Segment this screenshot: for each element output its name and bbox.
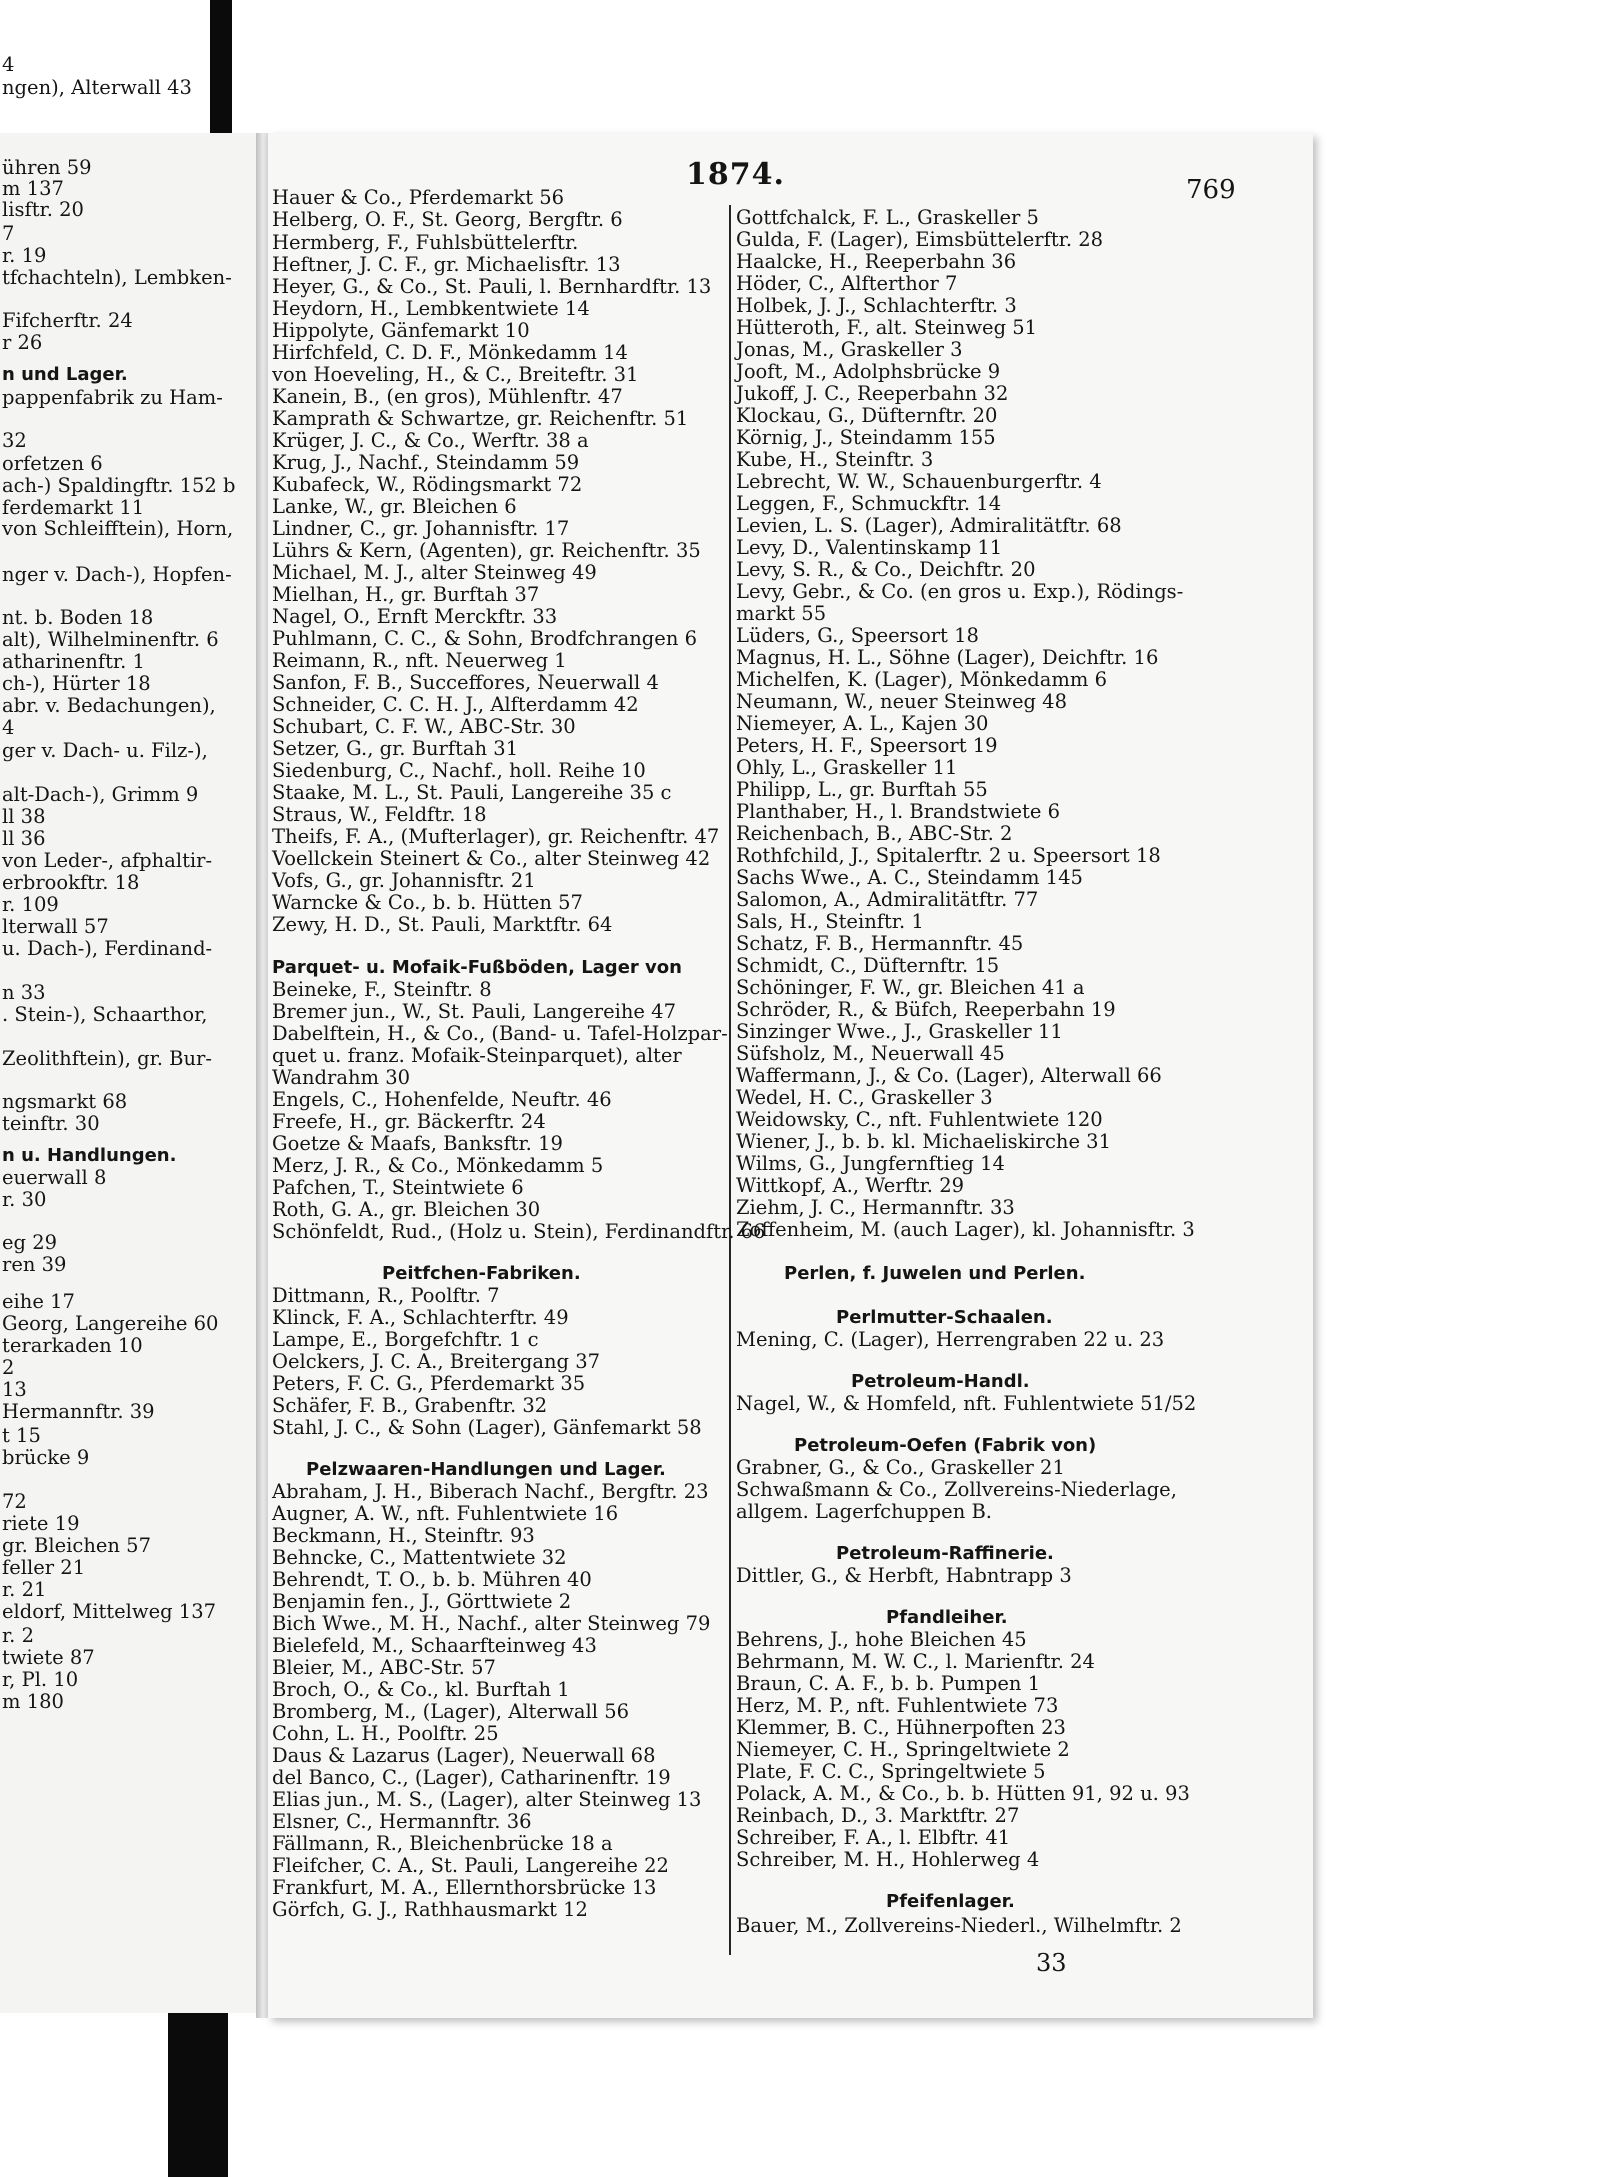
directory-entry: Pafchen, T., Steintwiete 6 (272, 1176, 524, 1199)
directory-entry: Schatz, F. B., Hermannftr. 45 (736, 932, 1024, 955)
directory-entry: Wittkopf, A., Werftr. 29 (736, 1174, 965, 1197)
directory-entry: Oelckers, J. C. A., Breitergang 37 (272, 1350, 601, 1373)
directory-entry: Beineke, F., Steinftr. 8 (272, 978, 492, 1001)
directory-entry: ll 36 (2, 827, 46, 850)
directory-entry: Schreiber, M. H., Hohlerweg 4 (736, 1848, 1040, 1871)
directory-entry: Leggen, F., Schmuckftr. 14 (736, 492, 1002, 515)
directory-entry: ren 39 (2, 1253, 67, 1276)
directory-entry: twiete 87 (2, 1646, 95, 1669)
directory-entry: euerwall 8 (2, 1166, 107, 1189)
directory-entry: Hirfchfeld, C. D. F., Mönkedamm 14 (272, 341, 628, 364)
directory-entry: Engels, C., Hohenfelde, Neuftr. 46 (272, 1088, 612, 1111)
directory-entry: Schreiber, F. A., l. Elbftr. 41 (736, 1826, 1011, 1849)
directory-entry: Sachs Wwe., A. C., Steindamm 145 (736, 866, 1083, 889)
directory-entry: abr. v. Bedachungen), (2, 694, 216, 717)
directory-entry: Heydorn, H., Lembkentwiete 14 (272, 297, 590, 320)
directory-entry: nger v. Dach-), Hopfen- (2, 563, 232, 586)
directory-entry: Weidowsky, C., nft. Fuhlentwiete 120 (736, 1108, 1103, 1131)
directory-entry: Kube, H., Steinftr. 3 (736, 448, 934, 471)
directory-entry: Bromberg, M., (Lager), Alterwall 56 (272, 1700, 630, 1723)
directory-entry: Michelfen, K. (Lager), Mönkedamm 6 (736, 668, 1107, 691)
directory-entry: Frankfurt, M. A., Ellernthorsbrücke 13 (272, 1876, 657, 1899)
directory-entry: Warncke & Co., b. b. Hütten 57 (272, 891, 583, 914)
directory-entry: u. Dach-), Ferdinand- (2, 937, 213, 960)
directory-entry: Dittler, G., & Herbft, Habntrapp 3 (736, 1564, 1072, 1587)
directory-entry: feller 21 (2, 1556, 86, 1579)
directory-entry: 32 (2, 429, 27, 452)
section-heading: Perlmutter-Schaalen. (836, 1307, 1053, 1328)
directory-entry: Kamprath & Schwartze, gr. Reichenftr. 51 (272, 407, 689, 430)
directory-entry: Gulda, F. (Lager), Eimsbüttelerftr. 28 (736, 228, 1104, 251)
directory-entry: Nagel, W., & Homfeld, nft. Fuhlentwiete 51/52 (736, 1392, 1197, 1415)
directory-entry: 2 (2, 1356, 15, 1379)
directory-entry: Dittmann, R., Poolftr. 7 (272, 1284, 500, 1307)
directory-entry: Schubart, C. F. W., ABC-Str. 30 (272, 715, 576, 738)
directory-entry: Plate, F. C. C., Springeltwiete 5 (736, 1760, 1046, 1783)
directory-entry: r 26 (2, 331, 43, 354)
directory-entry: Magnus, H. L., Söhne (Lager), Deichftr. 16 (736, 646, 1159, 669)
directory-entry: brücke 9 (2, 1446, 90, 1469)
directory-entry: ach-) Spaldingftr. 152 b (2, 474, 236, 497)
directory-entry: Bielefeld, M., Schaarfteinweg 43 (272, 1634, 597, 1657)
directory-entry: Kubafeck, W., Rödingsmarkt 72 (272, 473, 583, 496)
directory-entry: Schröder, R., & Büfch, Reeperbahn 19 (736, 998, 1116, 1021)
directory-entry: allgem. Lagerfchuppen B. (736, 1500, 992, 1523)
directory-column-right (736, 133, 1311, 1963)
directory-entry: Behrendt, T. O., b. b. Mühren 40 (272, 1568, 592, 1591)
directory-entry: Ohly, L., Graskeller 11 (736, 756, 958, 779)
directory-entry: r. 21 (2, 1578, 47, 1601)
directory-entry: Theifs, F. A., (Mufterlager), gr. Reichenftr. 47 (272, 825, 720, 848)
directory-entry: 4 (2, 53, 15, 76)
directory-entry: markt 55 (736, 602, 827, 625)
directory-entry: Mielhan, H., gr. Burftah 37 (272, 583, 540, 606)
directory-entry: Salomon, A., Admiralitätftr. 77 (736, 888, 1039, 911)
directory-entry: m 180 (2, 1690, 64, 1713)
directory-entry: Elias jun., M. S., (Lager), alter Steinweg 13 (272, 1788, 702, 1811)
directory-entry: Holbek, J. J., Schlachterftr. 3 (736, 294, 1017, 317)
directory-entry: Jonas, M., Graskeller 3 (736, 338, 963, 361)
directory-entry: Beckmann, H., Steinftr. 93 (272, 1524, 535, 1547)
directory-entry: r, Pl. 10 (2, 1668, 79, 1691)
directory-entry: r. 30 (2, 1188, 47, 1211)
directory-entry: Broch, O., & Co., kl. Burftah 1 (272, 1678, 570, 1701)
directory-entry: Braun, C. A. F., b. b. Pumpen 1 (736, 1672, 1041, 1695)
directory-entry: ngsmarkt 68 (2, 1090, 128, 1113)
directory-entry: Puhlmann, C. C., & Sohn, Brodfchrangen 6 (272, 627, 697, 650)
directory-entry: Polack, A. M., & Co., b. b. Hütten 91, 92 u. 93 (736, 1782, 1190, 1805)
directory-entry: eldorf, Mittelweg 137 (2, 1600, 217, 1623)
directory-entry: von Leder-, afphaltir- (2, 849, 213, 872)
directory-entry: Bremer jun., W., St. Pauli, Langereihe 47 (272, 1000, 676, 1023)
directory-entry: Stahl, J. C., & Sohn (Lager), Gänfemarkt 58 (272, 1416, 702, 1439)
column-divider (729, 205, 731, 1955)
directory-entry: pappenfabrik zu Ham- (2, 386, 223, 409)
directory-entry: atharinenftr. 1 (2, 650, 145, 673)
directory-entry: ger v. Dach- u. Filz-), (2, 739, 208, 762)
directory-entry: Hütteroth, F., alt. Steinweg 51 (736, 316, 1038, 339)
directory-entry: Lindner, C., gr. Johannisftr. 17 (272, 517, 570, 540)
directory-entry: Gottfchalck, F. L., Graskeller 5 (736, 206, 1039, 229)
directory-entry: nt. b. Boden 18 (2, 606, 154, 629)
directory-entry: n 33 (2, 981, 46, 1004)
section-heading: Peitfchen-Fabriken. (382, 1263, 581, 1284)
directory-entry: Kanein, B., (en gros), Mühlenftr. 47 (272, 385, 623, 408)
directory-entry: Schneider, C. C. H. J., Alfterdamm 42 (272, 693, 639, 716)
directory-entry: Fällmann, R., Bleichenbrücke 18 a (272, 1832, 613, 1855)
directory-entry: Freefe, H., gr. Bäckerftr. 24 (272, 1110, 546, 1133)
directory-entry: Goetze & Maafs, Banksftr. 19 (272, 1132, 563, 1155)
directory-entry: Neumann, W., neuer Steinweg 48 (736, 690, 1067, 713)
directory-entry: Straus, W., Feldftr. 18 (272, 803, 487, 826)
section-heading: Petroleum-Handl. (851, 1371, 1030, 1392)
left-page-fragment (0, 53, 264, 2013)
directory-entry: Süfsholz, M., Neuerwall 45 (736, 1042, 1005, 1065)
directory-entry: Philipp, L., gr. Burftah 55 (736, 778, 988, 801)
directory-entry: Klockau, G., Düfternftr. 20 (736, 404, 998, 427)
directory-entry: Zewy, H. D., St. Pauli, Marktftr. 64 (272, 913, 613, 936)
directory-entry: Fleifcher, C. A., St. Pauli, Langereihe 22 (272, 1854, 669, 1877)
directory-entry: Lührs & Kern, (Agenten), gr. Reichenftr. 35 (272, 539, 701, 562)
directory-entry: Roth, G. A., gr. Bleichen 30 (272, 1198, 541, 1221)
directory-entry: Helberg, O. F., St. Georg, Bergftr. 6 (272, 208, 623, 231)
directory-entry: Georg, Langereihe 60 (2, 1312, 219, 1335)
section-heading: Petroleum-Oefen (Fabrik von) (794, 1435, 1097, 1456)
section-heading: Pfandleiher. (886, 1607, 1008, 1628)
directory-entry: Krug, J., Nachf., Steindamm 59 (272, 451, 580, 474)
directory-entry: Grabner, G., & Co., Graskeller 21 (736, 1456, 1065, 1479)
directory-entry: erbrookftr. 18 (2, 871, 140, 894)
directory-entry: t 15 (2, 1424, 41, 1447)
directory-entry: Sinzinger Wwe., J., Graskeller 11 (736, 1020, 1063, 1043)
directory-entry: Wedel, H. C., Graskeller 3 (736, 1086, 993, 1109)
section-heading: n und Lager. (2, 364, 128, 385)
directory-entry: Mening, C. (Lager), Herrengraben 22 u. 23 (736, 1328, 1165, 1351)
directory-entry: Reinbach, D., 3. Marktftr. 27 (736, 1804, 1020, 1827)
directory-entry: Waffermann, J., & Co. (Lager), Alterwall 66 (736, 1064, 1162, 1087)
section-heading: Perlen, f. Juwelen und Perlen. (784, 1263, 1086, 1284)
directory-entry: Behncke, C., Mattentwiete 32 (272, 1546, 567, 1569)
directory-entry: Levy, Gebr., & Co. (en gros u. Exp.), Rödings- (736, 580, 1184, 603)
directory-entry: Herz, M. P., nft. Fuhlentwiete 73 (736, 1694, 1059, 1717)
directory-entry: alt-Dach-), Grimm 9 (2, 783, 199, 806)
directory-entry: Reichenbach, B., ABC-Str. 2 (736, 822, 1013, 845)
directory-entry: Lampe, E., Borgefchftr. 1 c (272, 1328, 539, 1351)
directory-entry: Ziehm, J. C., Hermannftr. 33 (736, 1196, 1015, 1219)
directory-entry: 13 (2, 1378, 27, 1401)
directory-entry: Benjamin fen., J., Görttwiete 2 (272, 1590, 572, 1613)
directory-entry: Niemeyer, C. H., Springeltwiete 2 (736, 1738, 1070, 1761)
directory-entry: Hermberg, F., Fuhlsbüttelerftr. (272, 231, 579, 254)
directory-entry: Siedenburg, C., Nachf., holl. Reihe 10 (272, 759, 646, 782)
directory-entry: Lebrecht, W. W., Schauenburgerftr. 4 (736, 470, 1102, 493)
directory-entry: Behrens, J., hohe Bleichen 45 (736, 1628, 1027, 1651)
directory-entry: Setzer, G., gr. Burftah 31 (272, 737, 519, 760)
directory-entry: del Banco, C., (Lager), Catharinenftr. 19 (272, 1766, 671, 1789)
left-fragment-column (0, 53, 262, 2013)
directory-entry: von Hoeveling, H., & C., Breiteftr. 31 (272, 363, 639, 386)
directory-entry: Klinck, F. A., Schlachterftr. 49 (272, 1306, 569, 1329)
directory-entry: Sals, H., Steinftr. 1 (736, 910, 924, 933)
directory-entry: teinftr. 30 (2, 1112, 100, 1135)
directory-entry: Planthaber, H., l. Brandstwiete 6 (736, 800, 1061, 823)
section-heading: Pelzwaaren-Handlungen und Lager. (306, 1459, 666, 1480)
directory-entry: quet u. franz. Mofaik-Steinparquet), alter (272, 1044, 682, 1067)
section-heading: n u. Handlungen. (2, 1145, 177, 1166)
directory-entry: Levy, S. R., & Co., Deichftr. 20 (736, 558, 1036, 581)
directory-entry: Bleier, M., ABC-Str. 57 (272, 1656, 496, 1679)
section-heading: Petroleum-Raffinerie. (836, 1543, 1054, 1564)
directory-entry: ll 38 (2, 805, 46, 828)
directory-entry: Lanke, W., gr. Bleichen 6 (272, 495, 517, 518)
directory-entry: Hermannftr. 39 (2, 1400, 155, 1423)
directory-entry: Haalcke, H., Reeperbahn 36 (736, 250, 1017, 273)
directory-entry: gr. Bleichen 57 (2, 1534, 151, 1557)
directory-entry: Bich Wwe., M. H., Nachf., alter Steinweg 79 (272, 1612, 711, 1635)
directory-entry: Zoffenheim, M. (auch Lager), kl. Johannisftr. 3 (736, 1218, 1195, 1241)
directory-entry: Klemmer, B. C., Hühnerpoften 23 (736, 1716, 1066, 1739)
directory-entry: Voellckein Steinert & Co., alter Steinweg 42 (272, 847, 711, 870)
directory-entry: Krüger, J. C., & Co., Werftr. 38 a (272, 429, 589, 452)
directory-entry: Vofs, G., gr. Johannisftr. 21 (272, 869, 536, 892)
directory-entry: Peters, F. C. G., Pferdemarkt 35 (272, 1372, 586, 1395)
directory-entry: Wiener, J., b. b. kl. Michaeliskirche 31 (736, 1130, 1111, 1153)
directory-entry: lisftr. 20 (2, 198, 84, 221)
directory-entry: ngen), Alterwall 43 (2, 76, 192, 99)
directory-entry: Körnig, J., Steindamm 155 (736, 426, 996, 449)
directory-entry: tfchachteln), Lembken- (2, 266, 232, 289)
directory-entry: Hauer & Co., Pferdemarkt 56 (272, 186, 565, 209)
directory-entry: Daus & Lazarus (Lager), Neuerwall 68 (272, 1744, 656, 1767)
directory-entry: r. 19 (2, 244, 47, 267)
directory-entry: von Schleifftein), Horn, (2, 517, 234, 540)
directory-entry: Jooft, M., Adolphsbrücke 9 (736, 360, 1001, 383)
directory-entry: ühren 59 (2, 156, 92, 179)
directory-entry: r. 2 (2, 1624, 34, 1647)
directory-entry: 4 (2, 716, 15, 739)
directory-entry: terarkaden 10 (2, 1334, 143, 1357)
directory-entry: 72 (2, 1490, 27, 1513)
directory-entry: Höder, C., Alfterthor 7 (736, 272, 958, 295)
directory-entry: r. 109 (2, 893, 59, 916)
directory-entry: Sanfon, F. B., Succeffores, Neuerwall 4 (272, 671, 659, 694)
directory-entry: Zeolithftein), gr. Bur- (2, 1047, 212, 1070)
directory-entry: Görfch, G. J., Rathhausmarkt 12 (272, 1898, 588, 1921)
right-page (268, 133, 1313, 2018)
directory-entry: Levy, D., Valentinskamp 11 (736, 536, 1003, 559)
directory-entry: Schmidt, C., Düfternftr. 15 (736, 954, 1000, 977)
directory-entry: Bauer, M., Zollvereins-Niederl., Wilhelmftr. 2 (736, 1914, 1182, 1937)
binding-strip-top (210, 0, 232, 133)
directory-entry: Behrmann, M. W. C., l. Marienftr. 24 (736, 1650, 1095, 1673)
directory-entry: m 137 (2, 177, 64, 200)
directory-entry: Fifcherftr. 24 (2, 309, 133, 332)
directory-entry: eg 29 (2, 1231, 58, 1254)
directory-entry: ch-), Hürter 18 (2, 672, 151, 695)
directory-entry: Cohn, L. H., Poolftr. 25 (272, 1722, 499, 1745)
directory-entry: Levien, L. S. (Lager), Admiralitätftr. 68 (736, 514, 1122, 537)
directory-entry: orfetzen 6 (2, 452, 103, 475)
directory-entry: Elsner, C., Hermannftr. 36 (272, 1810, 532, 1833)
directory-entry: Schäfer, F. B., Grabenftr. 32 (272, 1394, 548, 1417)
directory-entry: Heyer, G., & Co., St. Pauli, l. Bernhardftr. 13 (272, 275, 712, 298)
page-number: 769 (1186, 175, 1236, 205)
directory-entry: Staake, M. L., St. Pauli, Langereihe 35 c (272, 781, 672, 804)
directory-entry: Abraham, J. H., Biberach Nachf., Bergftr. 23 (272, 1480, 709, 1503)
directory-entry: Jukoff, J. C., Reeperbahn 32 (736, 382, 1009, 405)
directory-entry: Rothfchild, J., Spitalerftr. 2 u. Speersort 18 (736, 844, 1161, 867)
directory-entry: Augner, A. W., nft. Fuhlentwiete 16 (272, 1502, 619, 1525)
page-year: 1874. (686, 157, 785, 192)
directory-entry: Merz, J. R., & Co., Mönkedamm 5 (272, 1154, 604, 1177)
directory-entry: lterwall 57 (2, 915, 109, 938)
directory-entry: Reimann, R., nft. Neuerweg 1 (272, 649, 567, 672)
directory-entry: Wandrahm 30 (272, 1066, 411, 1089)
section-heading: Parquet- u. Mofaik-Fußböden, Lager von (272, 957, 682, 978)
directory-entry: Lüders, G., Speersort 18 (736, 624, 979, 647)
binding-strip-bottom (168, 2010, 228, 2177)
directory-entry: Nagel, O., Ernft Merckftr. 33 (272, 605, 558, 628)
directory-entry: alt), Wilhelminenftr. 6 (2, 628, 219, 651)
directory-entry: Peters, H. F., Speersort 19 (736, 734, 998, 757)
directory-entry: Schönfeldt, Rud., (Holz u. Stein), Ferdinandftr. 66 (272, 1220, 766, 1243)
directory-entry: 7 (2, 222, 15, 245)
directory-entry: Dabelftein, H., & Co., (Band- u. Tafel-Holzpar- (272, 1022, 728, 1045)
printer-signature: 33 (1036, 1949, 1067, 1977)
directory-entry: ferdemarkt 11 (2, 496, 145, 519)
directory-entry: . Stein-), Schaarthor, (2, 1003, 208, 1026)
section-heading: Pfeifenlager. (886, 1891, 1015, 1912)
directory-entry: Hippolyte, Gänfemarkt 10 (272, 319, 530, 342)
directory-entry: riete 19 (2, 1512, 80, 1535)
directory-entry: Schwaßmann & Co., Zollvereins-Niederlage, (736, 1478, 1177, 1501)
directory-entry: eihe 17 (2, 1290, 75, 1313)
directory-entry: Schöninger, F. W., gr. Bleichen 41 a (736, 976, 1085, 999)
directory-entry: Michael, M. J., alter Steinweg 49 (272, 561, 597, 584)
directory-entry: Niemeyer, A. L., Kajen 30 (736, 712, 989, 735)
directory-entry: Wilms, G., Jungfernftieg 14 (736, 1152, 1005, 1175)
directory-entry: Heftner, J. C. F., gr. Michaelisftr. 13 (272, 253, 621, 276)
